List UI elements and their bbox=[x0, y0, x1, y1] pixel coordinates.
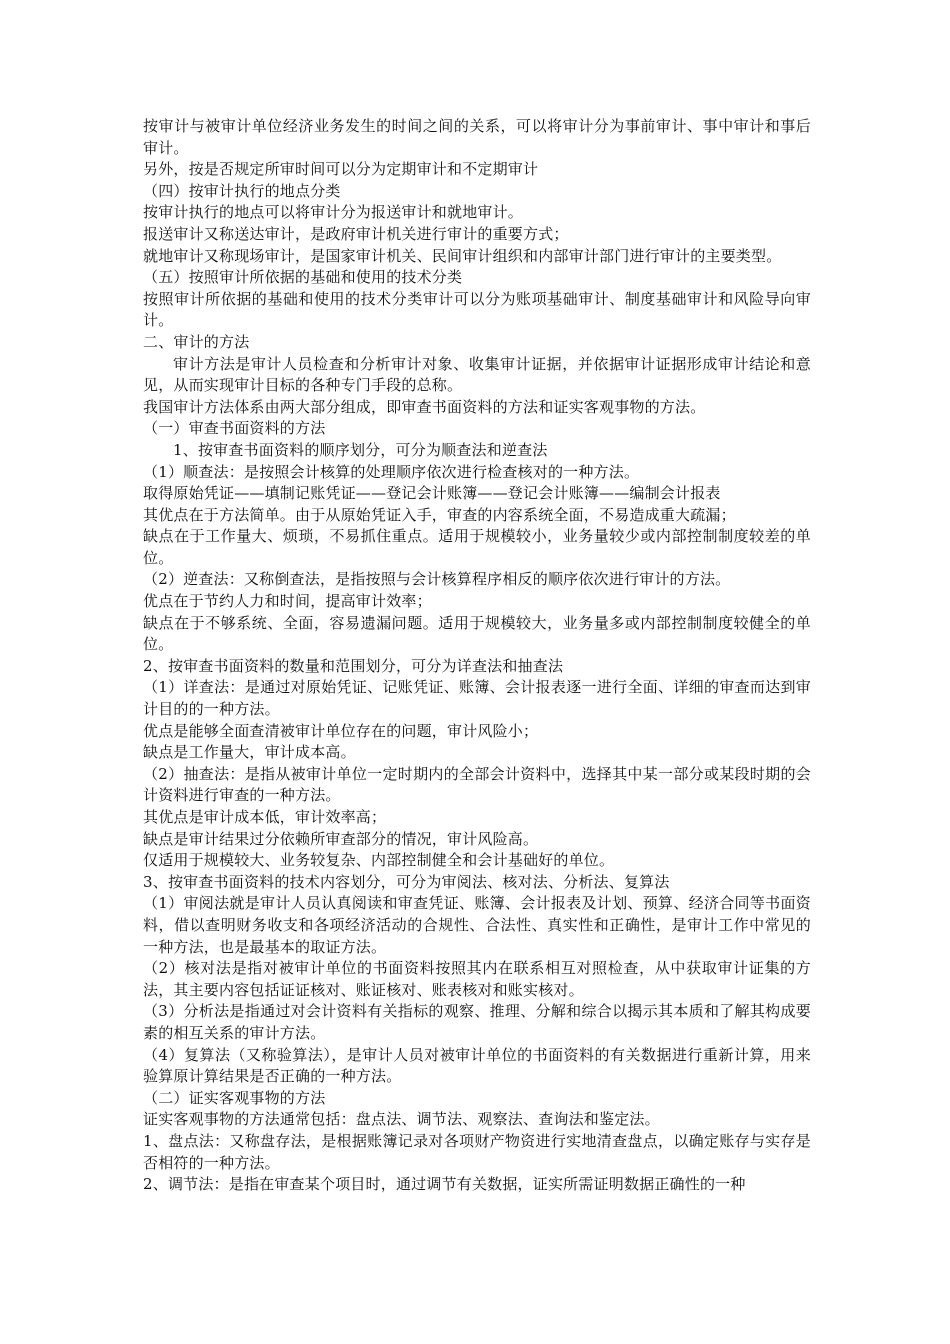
paragraph: 2、调节法：是指在审查某个项目时，通过调节有关数据，证实所需证明数据正确性的一种 bbox=[143, 1175, 746, 1194]
paragraph: 1、盘点法：又称盘存法，是根据账簿记录对各项财产物资进行实地清查盘点，以确定账存与实存是否相符的一种方法。 bbox=[143, 1131, 811, 1172]
paragraph: 二、审计的方法 bbox=[143, 332, 250, 351]
paragraph: （1）审阅法就是审计人员认真阅读和审查凭证、账簿、会计报表及计划、预算、经济合同等书面资料，借以查明财务收支和各项经济活动的合规性、合法性、真实性和正确性，是审计工作中常见的一种方法，也是最基本的取证方法。 bbox=[143, 894, 811, 956]
paragraph: 其优点在于方法简单。由于从原始凭证入手，审查的内容系统全面，不易造成重大疏漏； bbox=[143, 505, 736, 524]
paragraph: 缺点在于工作量大、烦琐，不易抓住重点。适用于规模较小，业务量较少或内部控制制度较差的单位。 bbox=[143, 527, 811, 567]
paragraph: 就地审计又称现场审计，是国家审计机关、民间审计组织和内部审计部门进行审计的主要类型。 bbox=[143, 246, 782, 265]
paragraph: 按审计与被审计单位经济业务发生的时间之间的关系，可以将审计分为事前审计、事中审计和事后审计。 bbox=[143, 117, 811, 157]
paragraph: （一）审查书面资料的方法 bbox=[143, 419, 326, 438]
paragraph: 其优点是审计成本低，审计效率高； bbox=[143, 808, 387, 826]
paragraph: 按审计执行的地点可以将审计分为报送审计和就地审计。 bbox=[143, 203, 524, 222]
paragraph: 取得原始凭证——填制记账凭证——登记会计账簿——登记会计账簿——编制会计报表 bbox=[143, 484, 721, 503]
paragraph: 3、按审查书面资料的技术内容划分，可分为审阅法、核对法、分析法、复算法 bbox=[143, 872, 670, 891]
paragraph: 优点是能够全面查清被审计单位存在的问题，审计风险小； bbox=[143, 721, 539, 740]
paragraph: 证实客观事物的方法通常包括：盘点法、调节法、观察法、查询法和鉴定法。 bbox=[143, 1110, 660, 1129]
paragraph: （2）核对法是指对被审计单位的书面资料按照其内在联系相互对照检查，从中获取审计证集的方法，其主要内容包括证证核对、账证核对、账表核对和账实核对。 bbox=[143, 959, 811, 999]
paragraph: 按照审计所依据的基础和使用的技术分类审计可以分为账项基础审计、制度基础审计和风险导向审计。 bbox=[143, 289, 811, 330]
paragraph: 缺点是工作量大，审计成本高。 bbox=[143, 743, 356, 762]
paragraph: （五）按照审计所依据的基础和使用的技术分类 bbox=[143, 268, 463, 287]
paragraph: 优点在于节约人力和时间，提高审计效率； bbox=[143, 592, 432, 611]
paragraph: （1）详查法：是通过对原始凭证、记账凭证、账簿、会计报表逐一进行全面、详细的审查而达到审计目的的一种方法。 bbox=[143, 678, 811, 719]
paragraph: （1）顺查法：是按照会计核算的处理顺序依次进行检查核对的一种方法。 bbox=[143, 462, 640, 481]
paragraph: 2、按审查书面资料的数量和范围划分，可分为详查法和抽查法 bbox=[143, 656, 564, 675]
paragraph: （2）逆查法：又称倒查法，是指按照与会计核算程序相反的顺序依次进行审计的方法。 bbox=[143, 570, 731, 589]
paragraph: 另外，按是否规定所审时间可以分为定期审计和不定期审计 bbox=[143, 160, 539, 179]
paragraph: 缺点在于不够系统、全面，容易遗漏问题。适用于规模较大，业务量多或内部控制制度较健全的单位。 bbox=[143, 613, 811, 654]
paragraph: 报送审计又称送达审计，是政府审计机关进行审计的重要方式； bbox=[143, 224, 569, 243]
paragraph: 仅适用于规模较大、业务较复杂、内部控制健全和会计基础好的单位。 bbox=[143, 851, 615, 870]
paragraph: （4）复算法（又称验算法），是审计人员对被审计单位的书面资料的有关数据进行重新计算，用来验算原计算结果是否正确的一种方法。 bbox=[143, 1045, 811, 1086]
paragraph: （二）证实客观事物的方法 bbox=[143, 1088, 326, 1107]
paragraph: 我国审计方法体系由两大部分组成，即审查书面资料的方法和证实客观事物的方法。 bbox=[143, 397, 706, 416]
paragraph: 1、按审查书面资料的顺序划分，可分为顺查法和逆查法 bbox=[173, 440, 548, 459]
paragraph: （3）分析法是指通过对会计资料有关指标的观察、推理、分解和综合以揭示其本质和了解其构成要素的相互关系的审计方法。 bbox=[143, 1002, 811, 1042]
paragraph: （2）抽查法：是指从被审计单位一定时期内的全部会计资料中，选择其中某一部分或某段时期的会计资料进行审查的一种方法。 bbox=[143, 764, 811, 805]
paragraph: （四）按审计执行的地点分类 bbox=[143, 181, 341, 200]
paragraph: 缺点是审计结果过分依赖所审查部分的情况，审计风险高。 bbox=[143, 829, 539, 848]
document-body bbox=[143, 116, 811, 1196]
paragraph: 审计方法是审计人员检查和分析审计对象、收集审计证据，并依据审计证据形成审计结论和意见，从而实现审计目标的各种专门手段的总称。 bbox=[143, 354, 811, 395]
